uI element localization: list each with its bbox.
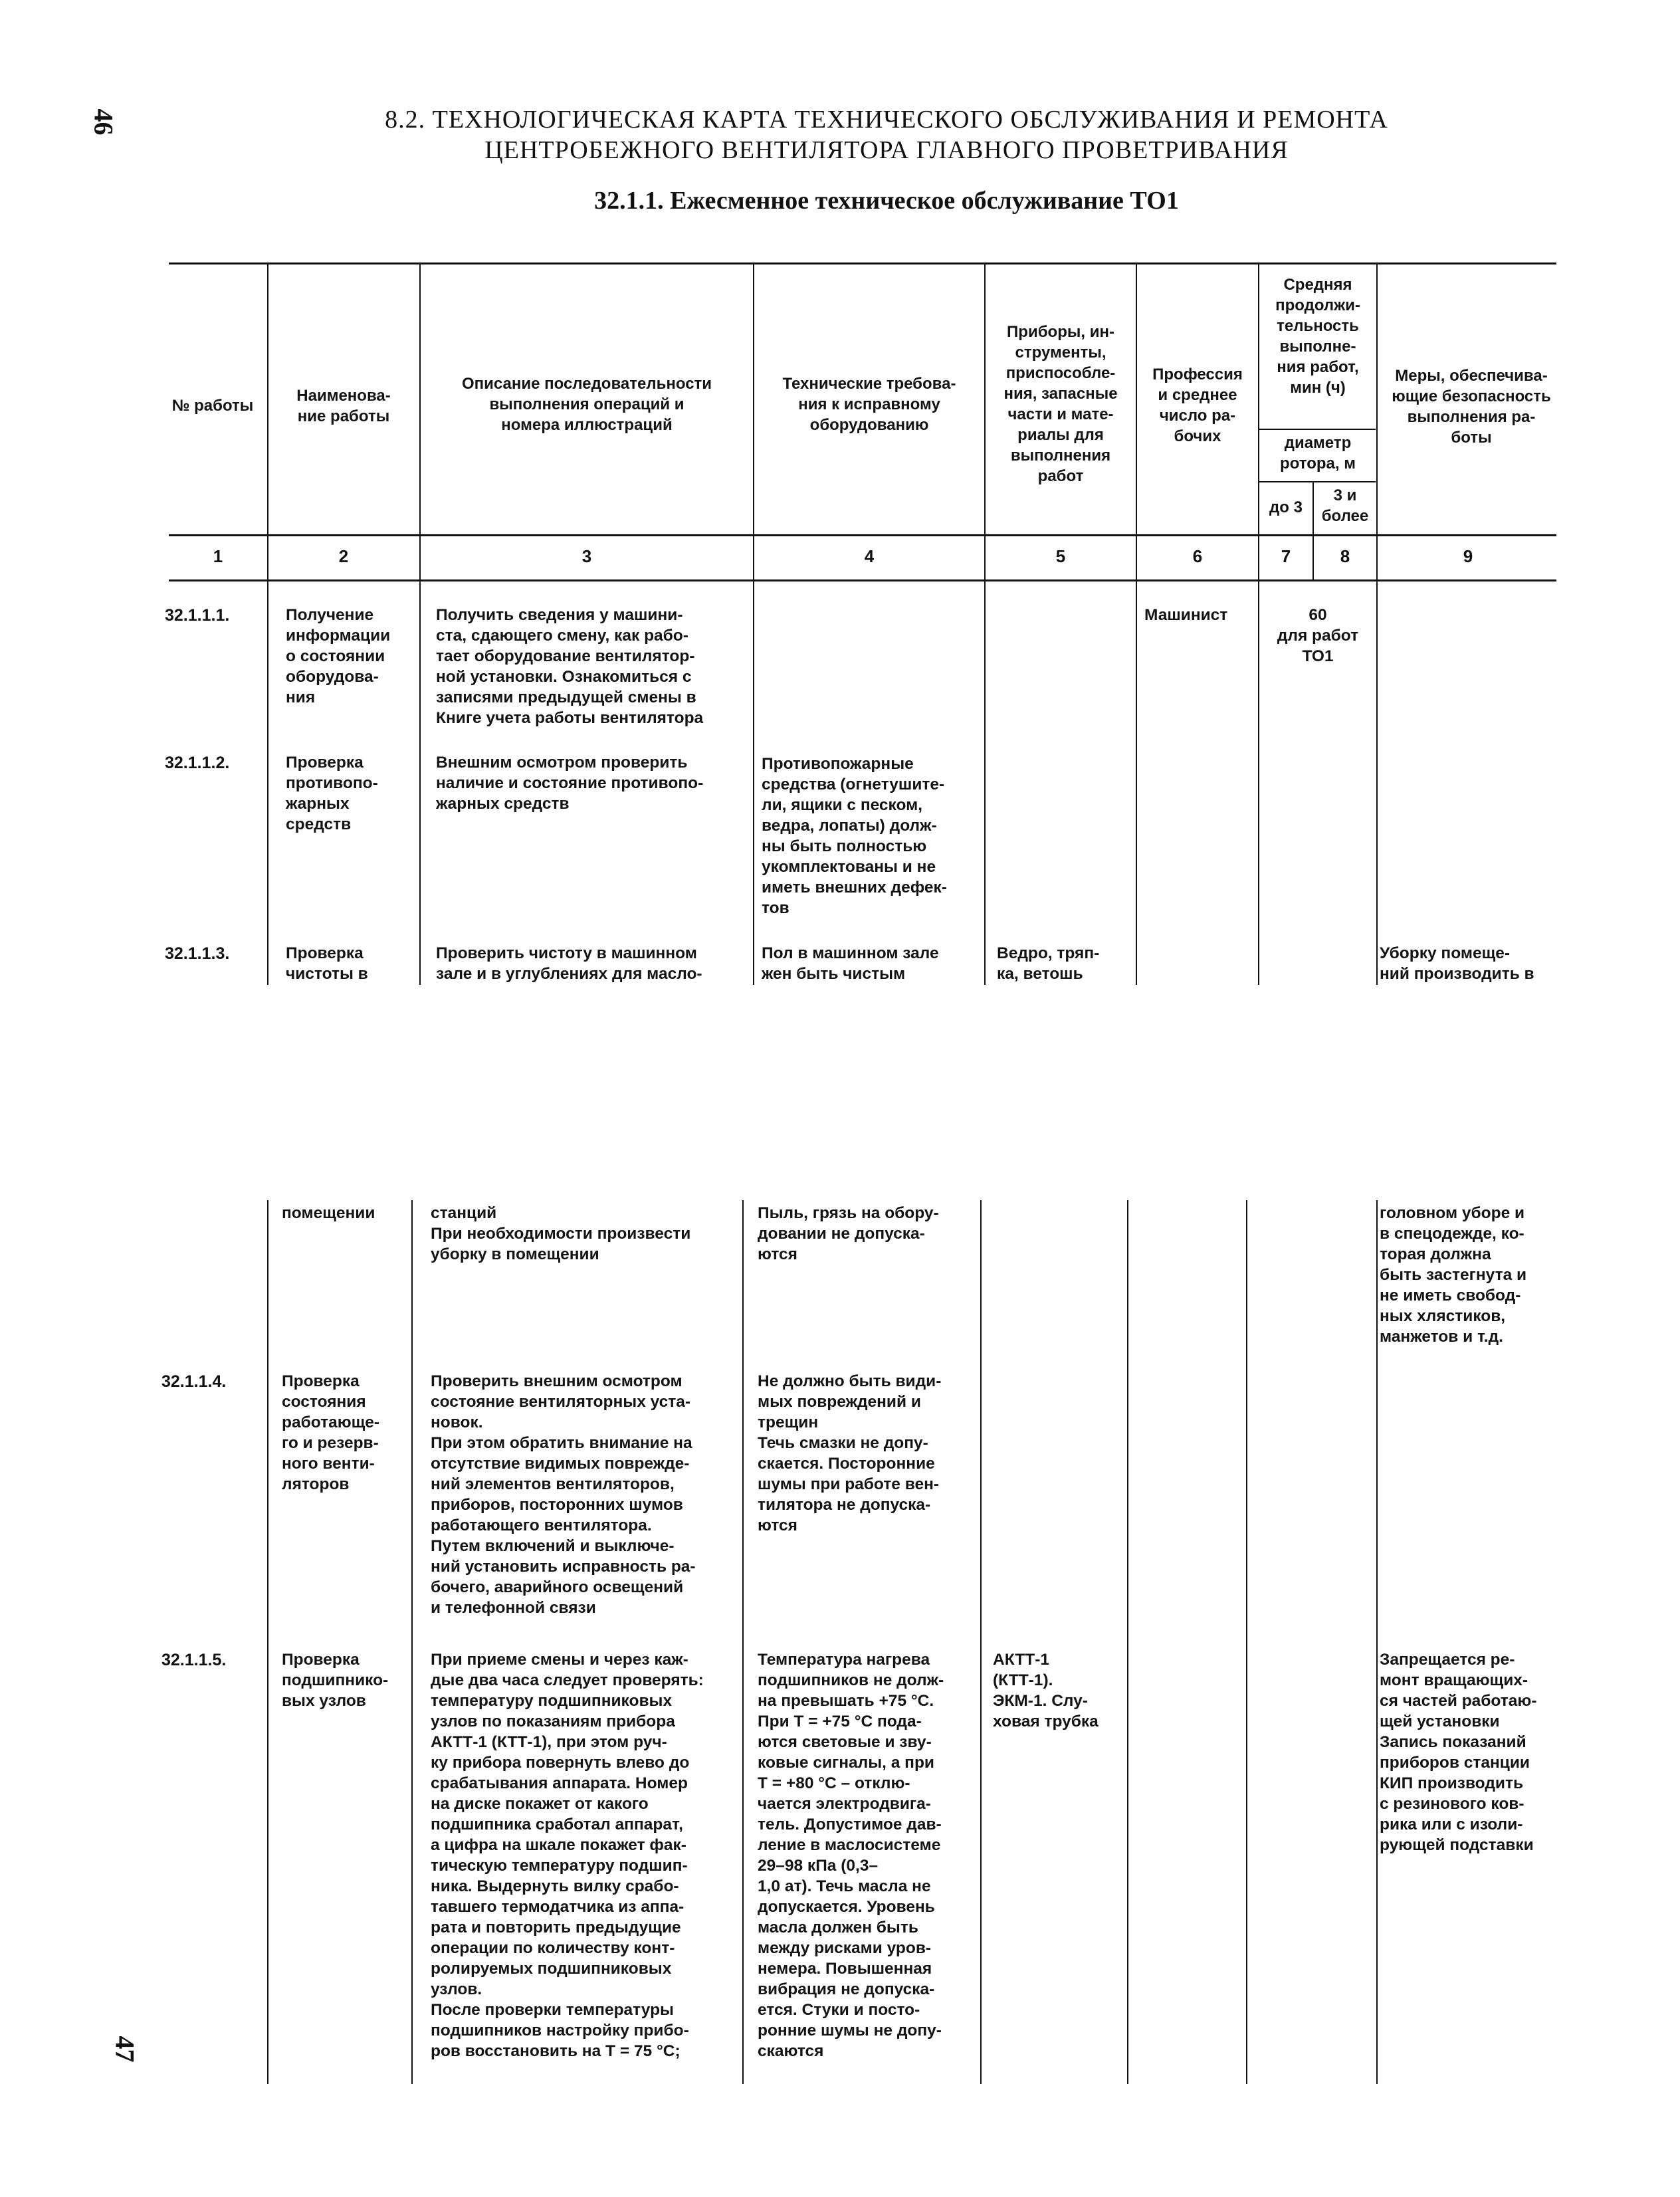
col-number-1: 1 — [213, 546, 223, 566]
col-number-3: 3 — [581, 546, 592, 566]
header-profession: Профессия и среднее число ра- бочих — [1152, 366, 1243, 445]
vrule-lower — [980, 1200, 982, 2084]
document-title-line2: ЦЕНТРОБЕЖНОГО ВЕНТИЛЯТОРА ГЛАВНОГО ПРОВЕТРИВАНИЯ — [484, 136, 1289, 164]
section-subtitle: 32.1.1. Ежесменное техническое обслуживание ТО1 — [594, 187, 1179, 215]
duration: 60 для работ ТО1 — [1277, 606, 1359, 665]
work-description: При приеме смены и через каж- дые два часа следует проверять: температуру подшипниковых узлов по показаниям прибора АКТТ-1 (КТТ-1), при этом руч- ку прибора повернуть влево до срабатывания аппарата. Номер на диске покажет от какого подшипника сработал аппарат, а цифра на шкале покажет фак- тическую температуру подшип- ника. Выдернуть вилку срабо- тавшего термодатчика из аппа- рата и повторить предыдущие операции по количеству конт- ролируемых подшипниковых узлов. После проверки температуры подшипников настройку прибо- ров восстановить на Т = 75 °С; — [431, 1651, 704, 2060]
work-name: помещении — [282, 1204, 375, 1222]
work-description: станций При необходимости произвести уборку в помещении — [431, 1204, 691, 1263]
safety-measures: Запрещается ре- монт вращающих- ся частей работаю- щей установки Запись показаний приборов станции КИП производить с резинового ков- рика или с изоли- рующей подставки — [1380, 1651, 1537, 1854]
vrule-upper — [1258, 264, 1259, 985]
row-number: 32.1.1.1. — [165, 606, 230, 625]
vrule-lower — [411, 1200, 413, 2084]
vrule-lower — [1246, 1200, 1247, 2084]
vrule-upper — [267, 264, 268, 985]
col-number-7: 7 — [1281, 546, 1291, 566]
safety-measures: головном уборе и в спецодежде, ко- торая должна быть застегнута и не иметь свобод- ных хлястиков, манжетов и т.д. — [1380, 1204, 1527, 1346]
duration-sub-rule-2 — [1259, 481, 1376, 482]
header-duration: Средняя продолжи- тельность выполне- ния работ, мин (ч) — [1275, 276, 1360, 397]
technical-requirements: Противопожарные средства (огнетушите- ли, ящики с песком, ведра, лопаты) долж- ны быть полностью укомплектованы и не иметь внешних дефек- тов — [762, 755, 947, 917]
vrule-upper — [419, 264, 421, 985]
work-name: Проверка чистоты в — [286, 944, 368, 983]
row-number: 32.1.1.2. — [165, 754, 230, 772]
header-work-number: № работы — [171, 397, 254, 415]
header-safety: Меры, обеспечива- ющие безопасность выполнения ра- боты — [1392, 367, 1551, 447]
work-description: Получить сведения у машини- ста, сдающего смену, как рабо- тает оборудование вентилятор- ной установки. Ознакомиться с записями предыдущей смены в Книге учета работы вентилятора — [436, 606, 704, 727]
vrule-lower — [1127, 1200, 1128, 2084]
col-number-4: 4 — [864, 546, 875, 566]
table-top-rule — [169, 262, 1556, 264]
header-bottom-rule — [169, 534, 1556, 536]
duration-sub-rule-1 — [1259, 429, 1376, 430]
header-requirements: Технические требова- ния к исправному оборудованию — [782, 375, 956, 434]
profession: Машинист — [1144, 606, 1228, 624]
work-name: Получение информации о состоянии оборудова- ния — [286, 606, 391, 706]
vrule-upper — [1376, 264, 1378, 985]
safety-measures: Уборку помеще- ний производить в — [1380, 944, 1534, 983]
work-name: Проверка состояния работающе- го и резерв- ного венти- ляторов — [282, 1372, 380, 1493]
technical-requirements: Температура нагрева подшипников не долж- на превышать +75 °С. При Т = +75 °С пода- ются световые и зву- ковые сигналы, а при Т = +80 °С – отклю- чается электродвига- тель. Допустимое дав- ление в маслосистеме 29–98 кПа (0,3– 1,0 ат). Течь масла не допускается. Уровень масла должен быть между рисками уров- немера. Повышенная вибрация не допуска- ется. Стуки и посто- ронние шумы не допу- скаются — [758, 1651, 944, 2060]
vrule-lower — [1376, 1200, 1378, 2084]
header-3-and-more: 3 и более — [1321, 486, 1369, 525]
colnum-bottom-rule — [169, 579, 1556, 581]
technical-requirements: Не должно быть види- мых повреждений и трещин Течь смазки не допу- скается. Посторонние шумы при работе вен- тилятора не допуска- ются — [758, 1372, 942, 1534]
header-tools: Приборы, ин- струменты, приспособле- ния, запасные части и мате- риалы для выполнения работ — [1003, 323, 1118, 485]
row-number: 32.1.1.3. — [165, 944, 230, 963]
page-number-bottom: 47 — [110, 2036, 140, 2063]
work-description: Проверить чистоту в машинном зале и в углублениях для масло- — [436, 944, 702, 983]
col-number-2: 2 — [338, 546, 349, 566]
vrule-upper — [753, 264, 754, 985]
header-work-name: Наименова- ние работы — [296, 387, 391, 425]
col-number-9: 9 — [1463, 546, 1473, 566]
vrule-upper — [1136, 264, 1137, 985]
document-title-line1: 8.2. ТЕХНОЛОГИЧЕСКАЯ КАРТА ТЕХНИЧЕСКОГО ОБСЛУЖИВАНИЯ И РЕМОНТА — [385, 106, 1388, 134]
row-number: 32.1.1.4. — [161, 1372, 227, 1391]
vrule-upper — [984, 264, 986, 985]
col-number-5: 5 — [1055, 546, 1066, 566]
header-description: Описание последовательности выполнения операций и номера иллюстраций — [461, 375, 712, 434]
work-name: Проверка подшипнико- вых узлов — [282, 1651, 389, 1710]
technical-requirements: Пол в машинном зале жен быть чистым — [762, 944, 939, 983]
work-description: Проверить внешним осмотром состояние вентиляторных уста- новок. При этом обратить внимание на отсутствие видимых поврежде- ний элементов вентиляторов, приборов, посторонних шумов работающего вентилятора. Путем включений и выключе- ний установить исправность ра- бочего, аварийного освещений и телефонной связи — [431, 1372, 696, 1617]
vrule-lower — [742, 1200, 744, 2084]
header-up-to-3: до 3 — [1269, 498, 1303, 516]
work-description: Внешним осмотром проверить наличие и состояние противопо- жарных средств — [436, 754, 704, 813]
col-number-8: 8 — [1340, 546, 1350, 566]
vrule-lower — [267, 1200, 268, 2084]
technical-requirements: Пыль, грязь на обору- довании не допуска- ются — [758, 1204, 939, 1263]
col-number-6: 6 — [1192, 546, 1203, 566]
work-name: Проверка противопо- жарных средств — [286, 754, 378, 833]
tools: Ведро, тряп- ка, ветошь — [997, 944, 1100, 983]
header-rotor-diameter: диаметр ротора, м — [1280, 434, 1356, 472]
vrule-upper — [1312, 482, 1314, 580]
tools: АКТТ-1 (КТТ-1). ЭКМ-1. Слу- ховая трубка — [993, 1651, 1099, 1730]
row-number: 32.1.1.5. — [161, 1651, 227, 1669]
page-number-top: 46 — [88, 108, 119, 136]
